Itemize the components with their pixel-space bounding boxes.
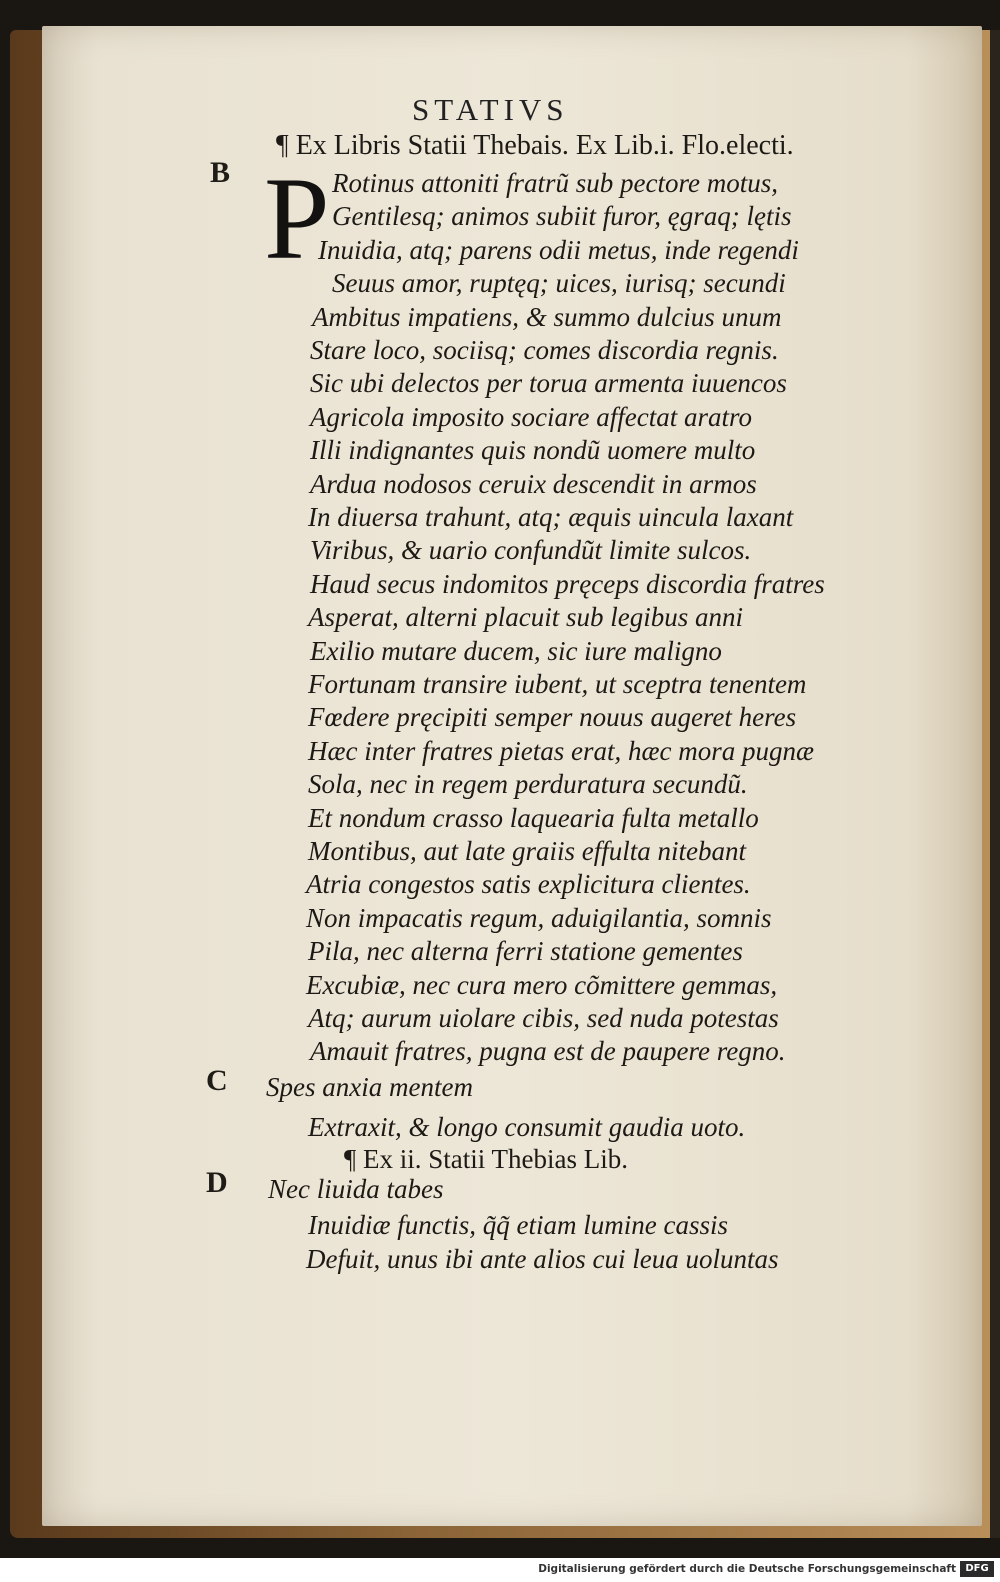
verse-line: Fortunam transire iubent, ut sceptra tenentem [308, 669, 807, 699]
verse-line: Atria congestos satis explicitura clientes. [306, 869, 751, 900]
verse-line: Exilio mutare ducem, sic iure maligno [310, 635, 722, 666]
verse-line: Amauit fratres, pugna est de paupere regno. [310, 1036, 786, 1067]
verse-line: Haud secus indomitos pręceps discordia fratres [310, 568, 825, 599]
dfg-logo: DFG [960, 1561, 994, 1577]
verse-line: Atq; aurum uiolare cibis, sed nuda potestas [308, 1003, 779, 1033]
verse-line: Et nondum crasso laquearia fulta metallo [308, 802, 759, 833]
section-heading: ¶ Ex Libris Statii Thebais. Ex Lib.i. Flo.electi. [276, 130, 794, 161]
footer-bar [0, 1558, 1000, 1582]
funding-note: Digitalisierung gefördert durch die Deutsche Forschungsgemeinschaft [538, 1563, 956, 1575]
section-c-first-line: Spes anxia mentem [266, 1072, 473, 1102]
verse-line: In diuersa trahunt, atq; æquis uincula laxant [308, 502, 794, 532]
verse-line: Montibus, aut late graiis effulta nitebant [308, 836, 746, 866]
verse-line: Ambitus impatiens, & summo dulcius unum [312, 301, 782, 332]
verse-line: Inuidiæ functis, q̃q̃ etiam lumine cassis [308, 1210, 728, 1240]
margin-letter-b: B [210, 156, 231, 189]
verse-line: Sola, nec in regem perduratura secundũ. [308, 769, 748, 800]
verse-line: Ardua nodosos ceruix descendit in armos [310, 468, 757, 499]
verse-line: Asperat, alterni placuit sub legibus anni [308, 602, 743, 633]
section-c-second-line: Extraxit, & longo consumit gaudia uoto. [308, 1112, 746, 1142]
verse-line: Agricola imposito sociare affectat aratro [310, 401, 752, 432]
verse-line: Defuit, unus ibi ante alios cui leua uoluntas [306, 1244, 779, 1274]
verse-line: Illi indignantes quis nondũ uomere multo [310, 435, 756, 466]
verse-line: Fœdere pręcipiti semper nouus augeret heres [308, 702, 797, 733]
verse-line: Stare loco, sociisq; comes discordia regnis. [310, 335, 779, 365]
verse-line: Rotinus attoniti fratrũ sub pectore motus, [332, 168, 779, 198]
verse-line: Seuus amor, ruptęq; uices, iurisq; secundi [332, 268, 786, 299]
verse-line: Sic ubi delectos per torua armenta iuuencos [310, 368, 787, 399]
verse-line: Pila, nec alterna ferri statione gementes [308, 936, 743, 967]
paragraph-mark-icon: ¶ [344, 1144, 363, 1174]
section-d-first-line: Nec liuida tabes [268, 1174, 444, 1204]
section-heading-2-text: Ex ii. Statii Thebias Lib. [362, 1144, 628, 1174]
verse-line: Excubiæ, nec cura mero cõmittere gemmas, [306, 969, 778, 1000]
section-heading-2 [344, 1146, 628, 1173]
verse-line: Viribus, & uario confundũt limite sulcos. [310, 535, 752, 566]
verse-line: Non impacatis regum, aduigilantia, somnis [306, 902, 772, 933]
drop-capital: P [264, 153, 330, 284]
verse-line: Gentilesq; animos subiit furor, ęgraq; lętis [332, 201, 792, 232]
margin-letter-c: C [206, 1064, 228, 1097]
verse-line: Hæc inter fratres pietas erat, hæc mora pugnæ [308, 735, 814, 766]
verse-line: Inuidia, atq; parens odii metus, inde regendi [318, 234, 799, 265]
margin-letter-d: D [206, 1166, 228, 1199]
running-head: STATIVS [412, 92, 569, 127]
binding-strip [990, 30, 1000, 1538]
